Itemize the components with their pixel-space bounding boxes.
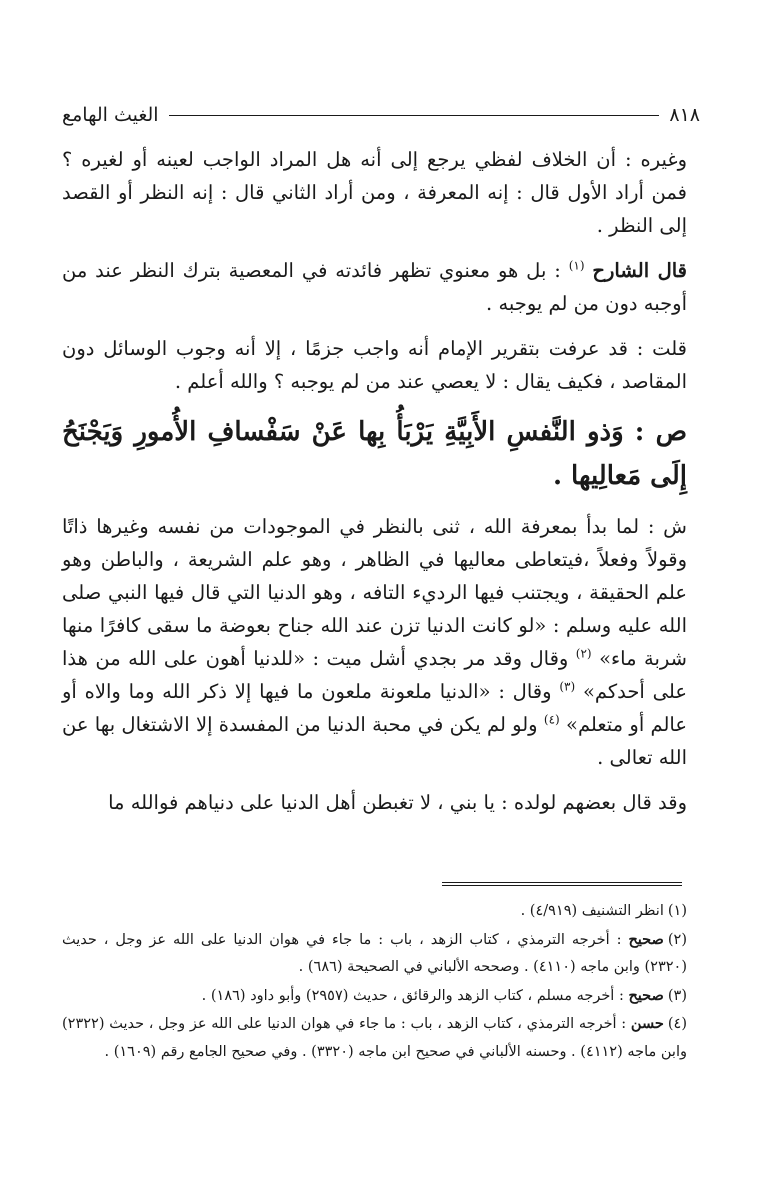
footnotes	[62, 898, 687, 1066]
paragraph-2-text: : بل هو معنوي تظهر فائدته في المعصية بترك النظر عند من أوجبه دون من لم يوجبه .	[62, 259, 687, 315]
footnote-number: (٢)	[667, 931, 687, 948]
paragraph-4	[62, 510, 687, 774]
footnote-separator	[442, 882, 682, 886]
header-rule	[169, 115, 660, 116]
footnote-ref-3: (٣)	[559, 679, 576, 694]
paragraph-4-part-d: ولو لم يكن في محبة الدنيا من المفسدة إلا الاشتغال بها عن الله تعالى .	[62, 713, 687, 769]
paragraph-5: وقد قال بعضهم لولده : يا بني ، لا تغبطن أهل الدنيا على دنياهم فوالله ما	[108, 791, 687, 814]
footnote-ref-1: (١)	[568, 258, 585, 273]
footnote-text: : أخرجه مسلم ، كتاب الزهد والرقائق ، حديث (٢٩٥٧) وأبو داود (١٨٦) .	[201, 987, 629, 1004]
paragraph-3: قلت : قد عرفت بتقرير الإمام أنه واجب جزمًا ، إلا أنه وجوب الوسائل دون المقاصد ، فكيف يقال : لا يعصي عند من لم يوجبه ؟ والله أعلم .	[62, 337, 687, 393]
footnote-grade: صحيح	[628, 930, 664, 948]
book-title: الغيث الهامع	[62, 104, 159, 126]
footnote-number: (٣)	[667, 987, 687, 1004]
paragraph-2	[62, 254, 687, 320]
footnote-grade: حسن	[630, 1015, 664, 1032]
footnote-text: : أخرجه الترمذي ، كتاب الزهد ، باب : ما جاء في هوان الدنيا على الله عز وجل ، حديث (٢٣٢٢) وابن ماجه (٤١١٢) . وحسنه الألباني في صحيح ابن ماجه (٣٣٢٠) . وفي صحيح الجامع رقم (١٦٠٩) .	[62, 1016, 687, 1060]
footnote-2	[62, 926, 687, 982]
footnote-ref-4: (٤)	[543, 712, 560, 727]
paragraph-4-part-b: وقال وقد مر بجدي أشل ميت : «للدنيا أهون على الله من هذا على أحدكم»	[62, 647, 687, 703]
footnote-3	[62, 982, 687, 1011]
page-number: ٨١٨	[669, 104, 700, 126]
footnote-grade: صحيح	[628, 986, 664, 1004]
main-text	[62, 143, 687, 831]
footnote-1	[62, 898, 687, 926]
paragraph-4-part-c: وقال : «الدنيا ملعونة ملعون ما فيها إلا ذكر الله وما والاه أو عالم أو متعلم»	[62, 680, 688, 736]
footnote-ref-2: (٢)	[575, 646, 592, 661]
paragraph-4-part-a: ش : لما بدأ بمعرفة الله ، ثنى بالنظر في الموجودات من نفسه وغيرها ذاتًا وقولاً وفعلاً ،فيتعاطى معاليها في الظاهر ، وهو علم الشريعة ، والباطن وهو علم الحقيقة ، ويجتنب فيها الرديء التافه ، وهو الدنيا التي قال فيها النبي صلى الله عليه وسلم : «لو كانت الدنيا تزن عند الله جناح بعوضة ما سقى كافرًا منها شربة ماء»	[62, 515, 687, 670]
footnote-number: (١)	[667, 903, 687, 919]
running-header	[62, 100, 700, 130]
matn-text: ص : وَذو النَّفسِ الأَبِيَّةِ يَرْبَأُ بِها عَنْ سَفْسافِ الأُمورِ وَيَجْنَحُ إِلَى مَعالِيها .	[62, 417, 687, 491]
footnote-number: (٤)	[667, 1016, 687, 1032]
paragraph-1: وغيره : أن الخلاف لفظي يرجع إلى أنه هل المراد الواجب لعينه أو لغيره ؟ فمن أراد الأول قال : إنه المعرفة ، ومن أراد الثاني قال : إنه النظر أو القصد إلى النظر .	[62, 148, 687, 237]
footnote-text: : أخرجه الترمذي ، كتاب الزهد ، باب : ما جاء في هوان الدنيا على الله عز وجل ، حديث (٢٣٢٠) وابن ماجه (٤١١٠) . وصححه الألباني في الصحيحة (٦٨٦) .	[62, 931, 687, 975]
footnote-text: انظر التشنيف (٤/٩١٩) .	[520, 903, 664, 919]
commentator-label: قال الشارح	[592, 259, 688, 282]
footnote-4	[62, 1010, 687, 1066]
